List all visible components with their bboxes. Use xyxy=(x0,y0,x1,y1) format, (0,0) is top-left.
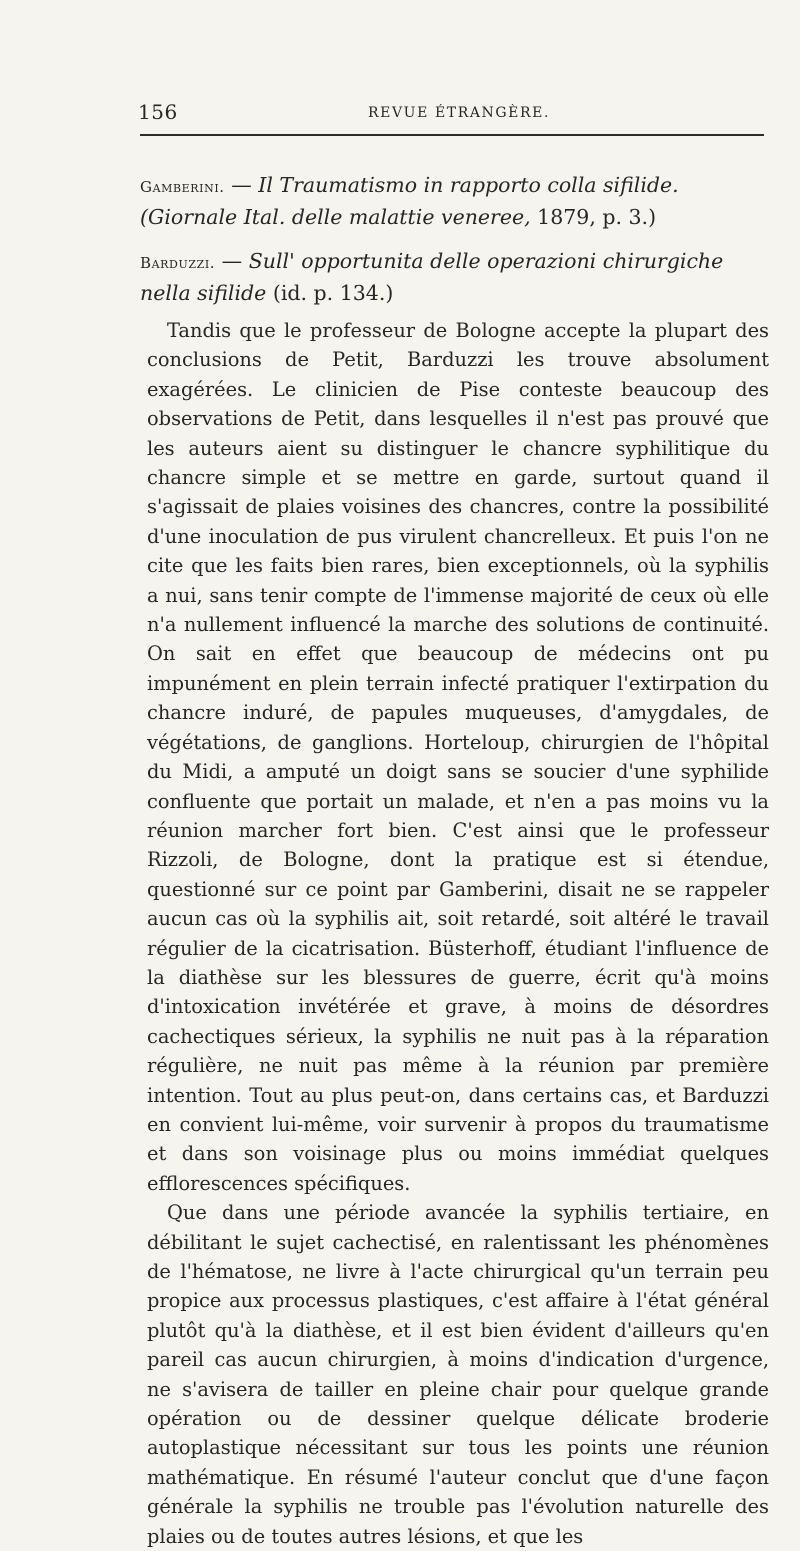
reference-author: Gamberini. xyxy=(140,178,225,196)
reference-author: Barduzzi. xyxy=(140,254,216,272)
running-head xyxy=(138,100,766,126)
body-paragraph-1: Tandis que le professeur de Bologne accepte la plupart des conclusions de Petit, Barduzzi les trouve absolument exagérées. Le clinicien de Pise conteste beaucoup des observations de Petit, dans lesquelles il n'est pas prouvé que les auteurs aient su distinguer le chancre syphilitique du chancre simple et se mettre en garde, surtout quand il s'agissait de plaies voisines des chancres, contre la possibilité d'une inoculation de pus virulent chancrelleux. Et puis l'on ne cite que les faits bien rares, bien exceptionnels, où la syphilis a nui, sans tenir compte de l'immense majorité de ceux où elle n'a nullement influencé la marche des solutions de continuité. On sait en effet que beaucoup de médecins ont pu impunément en plein terrain infecté pratiquer l'extirpation du chancre induré, de papules muqueuses, d'amygdales, de végétations, de ganglions. Horteloup, chirurgien de l'hôpital du Midi, a amputé un doigt sans se soucier d'une syphilide confluente que portait un malade, et n'en a pas moins vu la réunion marcher fort bien. C'est ainsi que le professeur Rizzoli, de Bologne, dont la pratique est si étendue, questionné sur ce point par Gamberini, disait ne se rappeler aucun cas où la syphilis ait, soit retardé, soit altéré le travail régulier de la cicatrisation. Büsterhoff, étudiant l'influence de la diathèse sur les blessures de guerre, écrit qu'à moins d'intoxication invétérée et grave, à moins de désordres cachectiques sérieux, la syphilis ne nuit pas à la réparation régulière, ne nuit pas même à la réunion par première intention. Tout au plus peut-on, dans certains cas, et Barduzzi en convient lui-même, voir survenir à propos du traumatisme et dans son voisinage plus ou moins immédiat quelques efflorescences spécifiques. xyxy=(147,319,769,1195)
header-rule xyxy=(140,134,764,136)
reference-dash: — xyxy=(231,173,252,197)
reference-barduzzi xyxy=(140,246,772,308)
reference-title: Il Traumatismo in rapporto colla sifilide. xyxy=(258,173,679,197)
body-text xyxy=(147,316,769,1551)
reference-list xyxy=(140,170,772,322)
body-paragraph-2: Que dans une période avancée la syphilis tertiaire, en débilitant le sujet cachectisé, en ralentissant les phénomènes de l'hématose, ne livre à l'acte chirurgical qu'un terrain peu propice aux processus plastiques, c'est affaire à l'état général plutôt qu'à la diathèse, et il est bien évident d'ailleurs qu'en pareil cas aucun chirurgien, à moins d'indication d'urgence, ne s'avisera de tailler en pleine chair pour quelque grande opération ou de dessiner quelque délicate broderie autoplastique nécessitant sur tous les points une réunion mathématique. En résumé l'auteur conclut que d'une façon générale la syphilis ne trouble pas l'évolution naturelle des plaies ou de toutes autres lésions, et que les xyxy=(147,1201,769,1548)
reference-source: (Giornale Ital. delle malattie veneree, xyxy=(140,205,531,229)
reference-details: 1879, p. 3.) xyxy=(537,205,657,229)
reference-dash: — xyxy=(221,249,243,273)
page-number: 156 xyxy=(138,100,178,124)
reference-gamberini xyxy=(140,170,772,232)
reference-title: Sull' opportunita delle operazioni chirurgiche nella sifilide xyxy=(140,249,724,305)
reference-details: (id. p. 134.) xyxy=(272,281,394,305)
journal-title: REVUE ÉTRANGÈRE. xyxy=(368,105,551,121)
